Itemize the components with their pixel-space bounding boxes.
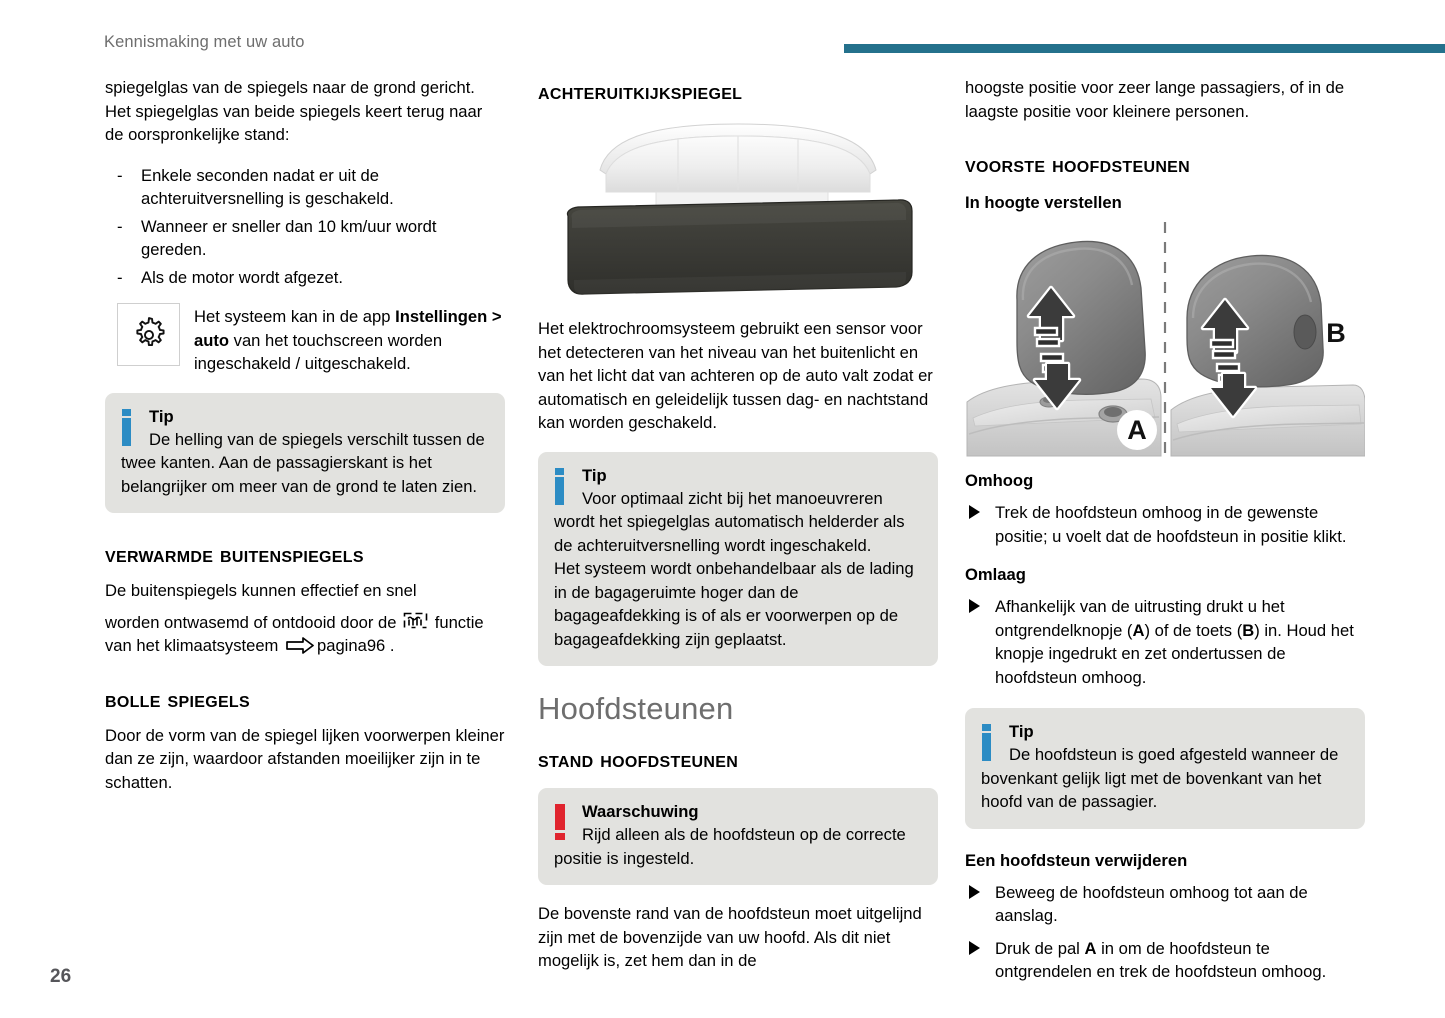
ref-label-b: B <box>1242 620 1255 640</box>
info-icon <box>982 724 991 761</box>
gear-icon-box <box>117 303 180 366</box>
spacer <box>105 293 505 303</box>
paragraph-headrest-alignment: De bovenste rand van de hoofdsteun moet uitgelijnd zijn met de bovenzijde van uw hoofd. Als dit niet mogelijk is, zet hem dan in de <box>538 904 922 970</box>
list-item-label: Als de motor wordt afgezet. <box>141 267 343 287</box>
dash-marker: - <box>117 216 123 236</box>
info-icon-dot <box>555 468 564 475</box>
figure-label-b: B <box>1326 318 1346 348</box>
ref-label-a: A <box>1084 938 1097 958</box>
spacer <box>538 774 938 788</box>
defrost-text-before: worden ontwasemd of ontdooid door de <box>105 612 402 632</box>
info-icon-dot <box>122 409 131 416</box>
settings-note-path: Instellingen > auto <box>194 307 502 350</box>
callout-body-text: De hoofdsteun is goed afgesteld wanneer de bovenkant gelijk ligt met de bovenkant van het hoofd van de passagier. <box>981 745 1339 811</box>
heading-stand-hoofdsteunen: stand hoofdsteunen <box>538 746 739 772</box>
list-omhoog <box>965 501 1365 548</box>
spacer <box>105 603 505 611</box>
headrest-left-group <box>967 241 1161 456</box>
spacer <box>105 658 505 684</box>
chapter-title-hoofdsteunen: Hoofdsteunen <box>538 691 734 726</box>
spacer <box>538 666 938 690</box>
spacer <box>105 147 505 164</box>
item-text-part-1: Druk de pal <box>995 938 1085 958</box>
triangle-bullet-icon <box>969 505 980 519</box>
list-remove-headrest <box>965 881 1365 984</box>
triangle-bullet-icon <box>969 941 980 955</box>
settings-note-text <box>194 303 505 376</box>
subheading-hoofdsteun-verwijderen: Een hoofdsteun verwijderen <box>965 850 1188 870</box>
spacer <box>965 179 1365 191</box>
defrost-text-mid: functie van het klimaatsysteem <box>105 612 484 655</box>
callout-body <box>554 487 922 652</box>
list-item-label <box>995 939 1326 982</box>
callout-body <box>981 743 1349 814</box>
callout-body <box>554 823 922 870</box>
defrost-text-after: . <box>385 636 395 655</box>
callout-body-text: De helling van de spiegels verschilt tussen de twee kanten. Aan de passagierskant is het belangrijker om meer van de grond te laten zien. <box>121 429 485 496</box>
info-icon <box>122 409 131 446</box>
warning-icon <box>555 804 565 840</box>
tip-callout-headrest-adjustment <box>965 708 1365 829</box>
list-item <box>965 937 1365 984</box>
spacer <box>965 586 1365 595</box>
list-item <box>105 164 505 211</box>
item-text-part-1: Afhankelijk van de uitrusting drukt u het ontgrendelknopje ( <box>995 597 1285 640</box>
gear-icon <box>127 313 171 357</box>
info-icon-stem <box>122 418 131 446</box>
warning-icon-point <box>555 833 565 840</box>
paragraph-defrost-ref <box>105 611 505 658</box>
header-accent-rule <box>844 44 1445 53</box>
spacer <box>538 885 938 902</box>
subheading-omlaag: Omlaag <box>965 565 1026 584</box>
settings-note-text-after: van het touchscreen worden ingeschakeld / uitgeschakeld. <box>194 330 443 373</box>
release-button-b <box>1294 315 1316 349</box>
spacer <box>105 569 505 579</box>
tip-callout-manoeuvring <box>538 452 938 667</box>
subheading-omhoog: Omhoog <box>965 471 1034 490</box>
page-number: 26 <box>50 966 72 987</box>
list-item-label: Trek de hoofdsteun omhoog in de gewenste positie; u voelt dat de hoofdsteun in positie klikt. <box>995 503 1347 546</box>
ref-label-a: A <box>1132 620 1145 640</box>
warning-icon-bar <box>555 804 565 830</box>
triangle-bullet-icon <box>969 599 980 613</box>
callout-title: Tip <box>149 406 174 426</box>
spacer <box>965 492 1365 501</box>
spacer <box>965 872 1365 881</box>
subheading-in-hoogte-verstellen: In hoogte verstellen <box>965 193 1122 212</box>
spacer <box>538 435 938 452</box>
list-item-label: Beweeg de hoofdsteun omhoog tot aan de aanslag. <box>995 882 1308 925</box>
callout-body <box>121 428 489 499</box>
info-icon-stem <box>555 477 564 505</box>
list-item-label: Enkele seconden nadat er uit de achteruitversnelling is geschakeld. <box>141 165 394 208</box>
dash-marker: - <box>117 267 123 287</box>
spacer <box>105 376 505 393</box>
heading-bolle-spiegels: bolle spiegels <box>105 685 250 712</box>
paragraph-mirror-return: Het spiegelglas van beide spiegels keert terug naar de oorspronkelijke stand: <box>105 101 483 144</box>
dash-marker: - <box>117 165 123 185</box>
item-text-part-2: ) of de toets ( <box>1144 620 1243 640</box>
column-left <box>105 76 505 794</box>
list-item-label: Wanneer er sneller dan 10 km/uur wordt gereden. <box>141 216 437 259</box>
spacer <box>965 123 1365 149</box>
heading-voorste-hoofdsteunen: voorste hoofdsteunen <box>965 151 1191 177</box>
rearview-mirror-illustration <box>538 112 938 307</box>
heading-achteruitkijkspiegel: achteruitkijkspiegel <box>538 78 743 104</box>
callout-title: Tip <box>1009 722 1034 741</box>
front-headrests-illustration <box>965 222 1365 457</box>
spacer <box>965 698 1365 708</box>
tip-callout-mirror-tilt <box>105 393 505 514</box>
list-item <box>965 501 1365 548</box>
list-omlaag <box>965 595 1365 689</box>
warning-callout-headrest <box>538 788 938 885</box>
list-item <box>965 881 1365 928</box>
arrow-right-icon <box>286 637 314 654</box>
header-title: Kennismaking met uw auto <box>104 33 305 51</box>
spacer <box>538 307 938 317</box>
page-header <box>0 0 1445 62</box>
spacer <box>965 457 1365 469</box>
callout-body-text-2: Het systeem wordt onbehandelbaar als de lading in de bagageruimte hoger dan de bagageafdekking is of als er voorwerpen op de bagageafdekking zijn geplaatst. <box>554 559 914 649</box>
list-item <box>965 595 1365 689</box>
defrost-icon <box>403 612 428 630</box>
item-text-part-2: in om de hoofdsteun te ontgrendelen en trek de hoofdsteun omhoog. <box>995 938 1327 981</box>
callout-title: Tip <box>582 465 607 485</box>
column-right <box>965 76 1365 993</box>
column-middle <box>538 76 938 973</box>
info-icon-stem <box>982 733 991 761</box>
settings-note <box>105 303 505 376</box>
info-icon <box>555 468 564 505</box>
spacer <box>105 513 505 539</box>
info-icon-dot <box>982 724 991 731</box>
spacer <box>538 728 938 744</box>
paragraph-electrochromic: Het elektrochroomsysteem gebruikt een sensor voor het detecteren van het niveau van het buitenlicht en van het licht dat van achteren op de auto valt zodat er automatisch en geleidelijk tussen dag- en nachtstand kan worden geschakeld. <box>538 319 933 432</box>
dash-list-return-conditions <box>105 164 505 290</box>
headrest-right-group <box>1171 255 1365 456</box>
callout-title: Waarschuwing <box>582 802 699 821</box>
list-item <box>105 266 505 290</box>
page-reference[interactable]: pagina96 <box>317 636 386 655</box>
callout-body-text: Rijd alleen als de hoofdsteun op de correcte positie is ingesteld. <box>554 825 906 868</box>
item-text-part-3: ) in. Houd het knopje ingedrukt en zet ondertussen de hoofdsteun omhoog. <box>995 620 1354 687</box>
spacer <box>965 214 1365 222</box>
triangle-bullet-icon <box>969 885 980 899</box>
figure-label-a: A <box>1127 415 1147 445</box>
paragraph-defrost-intro: De buitenspiegels kunnen effectief en snel <box>105 581 417 600</box>
list-item <box>105 215 505 262</box>
list-item-label <box>995 597 1354 687</box>
paragraph-mirror-ground: spiegelglas van de spiegels naar de grond gericht. <box>105 78 475 97</box>
spacer <box>965 829 1365 849</box>
heading-verwarmde-buitenspiegels: verwarmde buitenspiegels <box>105 541 364 567</box>
paragraph-position-continuation: hoogste positie voor zeer lange passagiers, of in de laagste positie voor kleinere personen. <box>965 78 1345 121</box>
settings-note-text-before: Het systeem kan in de app <box>194 307 396 326</box>
paragraph-convex-mirrors: Door de vorm van de spiegel lijken voorwerpen kleiner dan ze zijn, waardoor afstanden moeilijker zijn in te schatten. <box>105 725 505 792</box>
spacer <box>105 714 505 724</box>
callout-body-text-1: Voor optimaal zicht bij het manoeuvreren wordt het spiegelglas automatisch helderder als de achteruitversnelling wordt ingeschakeld. <box>554 488 905 555</box>
